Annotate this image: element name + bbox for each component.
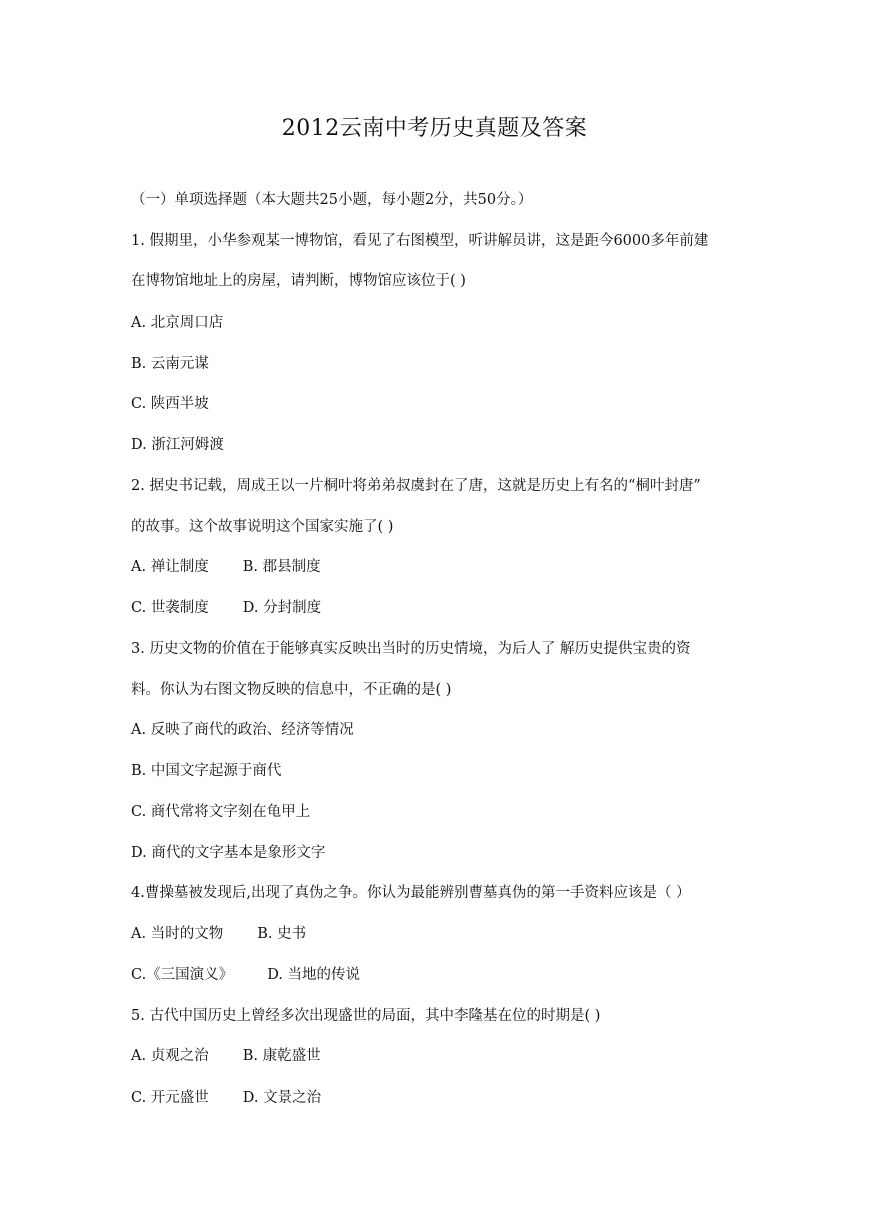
question-2-option-b: B. 郡县制度 — [242, 559, 321, 575]
question-5-stem-line-1: 5. 古代中国历史上曾经多次出现盛世的局面，其中李隆基在位的时期是( ) — [131, 1008, 601, 1024]
question-1-stem-line-2: 在博物馆地址上的房屋，请判断，博物馆应该位于( ) — [131, 273, 466, 289]
question-2-option-a: A. 禅让制度 — [131, 559, 209, 575]
question-3-option-b: B. 中国文字起源于商代 — [131, 763, 282, 779]
question-2-options-row-1 — [131, 556, 771, 578]
question-5-option-d: D. 文景之治 — [242, 1090, 322, 1106]
question-5-options-row-2 — [131, 1087, 771, 1109]
section-heading: （一）单项选择题（本大题共25小题，每小题2分，共50分。） — [131, 192, 533, 208]
question-3-stem-line-2: 料。你认为右图文物反映的信息中，不正确的是( ) — [131, 682, 452, 698]
question-1-option-c: C. 陕西半坡 — [131, 396, 209, 412]
question-2-option-c: C. 世袭制度 — [131, 600, 209, 616]
question-2-options-row-2 — [131, 597, 771, 619]
question-5-option-b: B. 康乾盛世 — [242, 1048, 321, 1064]
question-3-option-a: A. 反映了商代的政治、经济等情况 — [131, 722, 354, 738]
question-3-option-d: D. 商代的文字基本是象形文字 — [131, 845, 326, 861]
question-3-stem-line-1: 3. 历史文物的价值在于能够真实反映出当时的历史情境，为后人了 解历史提供宝贵的资 — [131, 641, 691, 657]
question-2-stem-line-2: 的故事。这个故事说明这个国家实施了( ) — [131, 519, 394, 535]
question-4-option-b: B. 史书 — [257, 926, 307, 942]
question-4-option-c: C.《三国演义》 — [131, 967, 234, 983]
question-2-option-d: D. 分封制度 — [242, 600, 322, 616]
question-1-option-d: D. 浙江河姆渡 — [131, 437, 224, 453]
question-1-option-a: A. 北京周口店 — [131, 315, 224, 331]
question-4-options-row-2 — [131, 964, 771, 986]
question-3-option-c: C. 商代常将文字刻在龟甲上 — [131, 804, 311, 820]
question-5-options-row-1 — [131, 1045, 771, 1067]
question-5-option-a: A. 贞观之治 — [131, 1048, 209, 1064]
question-4-option-a: A. 当时的文物 — [131, 926, 224, 942]
document-title: 2012云南中考历史真题及答案 — [281, 116, 588, 141]
question-4-options-row-1 — [131, 923, 771, 945]
question-1-stem-line-1: 1. 假期里，小华参观某一博物馆，看见了右图模型，听讲解员讲，这是距今6000多年前建 — [131, 233, 709, 249]
question-4-option-d: D. 当地的传说 — [267, 967, 361, 983]
question-2-stem-line-1: 2. 据史书记载，周成王以一片桐叶将弟弟叔虞封在了唐，这就是历史上有名的“桐叶封唐” — [131, 478, 701, 494]
question-4-stem-line-1: 4.曹操墓被发现后,出现了真伪之争。你认为最能辨别曹墓真伪的第一手资料应该是（ ） — [131, 885, 691, 901]
question-1-option-b: B. 云南元谋 — [131, 356, 209, 372]
question-5-option-c: C. 开元盛世 — [131, 1090, 209, 1106]
